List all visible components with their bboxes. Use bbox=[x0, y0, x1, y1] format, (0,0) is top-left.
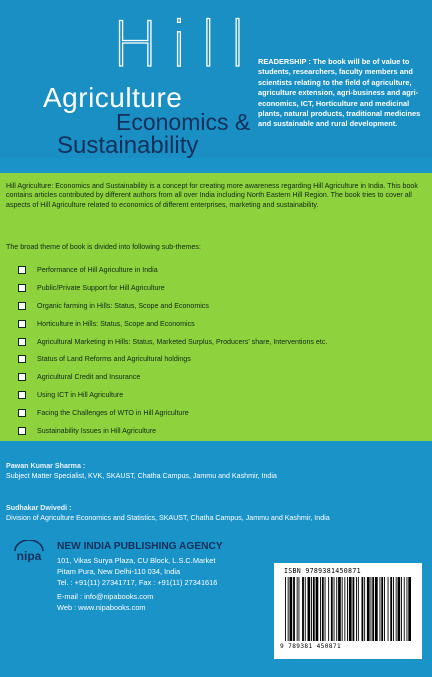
theme-label: Status of Land Reforms and Agricultural holdings bbox=[37, 355, 191, 364]
author-affiliation: Division of Agriculture Economics and Statistics, SKAUST, Chatha Campus, Jammu and Kashmir, India bbox=[6, 513, 330, 522]
author-1 bbox=[6, 462, 277, 482]
theme-item bbox=[18, 368, 327, 386]
theme-label: Agricultural Credit and Insurance bbox=[37, 373, 141, 382]
checkbox-icon bbox=[18, 373, 26, 381]
theme-label: Facing the Challenges of WTO in Hill Agriculture bbox=[37, 409, 189, 418]
theme-item bbox=[18, 422, 327, 440]
checkbox-icon bbox=[18, 266, 26, 274]
theme-label: Sustainability Issues in Hill Agriculture bbox=[37, 426, 157, 435]
theme-label: Horticulture in Hills: Status, Scope and Economics bbox=[37, 319, 195, 328]
readership-text: The book will be of value to students, researchers, faculty members and scientists relating to the field of agriculture, agriculture extension, agri-business and agri-economics, ICT, Horticulture and medicinal plants, natural products, traditional medicines and sustainable and rural development. bbox=[258, 57, 421, 129]
publisher-email: E-mail : info@nipabooks.com bbox=[57, 592, 154, 601]
checkbox-icon bbox=[18, 338, 26, 346]
barcode-digits: 9 789381 450871 bbox=[280, 643, 342, 650]
author-name: Sudhakar Dwivedi : bbox=[6, 504, 72, 512]
isbn-text: ISBN 9789381450871 bbox=[284, 567, 361, 575]
theme-item bbox=[18, 333, 327, 351]
theme-item bbox=[18, 297, 327, 315]
theme-item bbox=[18, 350, 327, 368]
nipa-logo bbox=[12, 540, 46, 562]
publisher-address-2: Pitam Pura, New Delhi-110 034, India bbox=[57, 567, 181, 576]
title-sustainability: Sustainability bbox=[57, 132, 199, 159]
publisher-phone: Tel. : +91(11) 27341717, Fax : +91(11) 27341616 bbox=[57, 578, 218, 587]
checkbox-icon bbox=[18, 409, 26, 417]
theme-label: Agricultural Marketing in Hills: Status, Marketed Surplus, Producers' share, Interventions etc. bbox=[37, 337, 328, 346]
checkbox-icon bbox=[18, 355, 26, 363]
theme-label: Performance of Hill Agriculture in India bbox=[37, 265, 158, 274]
publisher-address-1: 101, Vikas Surya Plaza, CU Block, L.S.C.Market bbox=[57, 556, 216, 565]
theme-item bbox=[18, 279, 327, 297]
theme-item bbox=[18, 315, 327, 333]
checkbox-icon bbox=[18, 427, 26, 435]
barcode-box bbox=[274, 563, 422, 659]
checkbox-icon bbox=[18, 284, 26, 292]
themes-list bbox=[18, 261, 327, 440]
barcode-bars bbox=[284, 577, 412, 641]
publisher-name: NEW INDIA PUBLISHING AGENCY bbox=[57, 541, 223, 552]
title-economics: Economics & bbox=[116, 109, 251, 135]
author-2 bbox=[6, 504, 330, 524]
book-intro: Hill Agriculture: Economics and Sustainability is a concept for creating more awareness regarding Hill Agriculture in India. This book contains articles contributed by different authors from all over India including North Eastern Hill Region. The book tries to cover all aspects of Hill Agriculture related to economics of different enterprises, marketing and sustainability. bbox=[6, 182, 418, 209]
author-affiliation: Subject Matter Specialist, KVK, SKAUST, Chatha Campus, Jammu and Kashmir, India bbox=[6, 471, 277, 480]
checkbox-icon bbox=[18, 302, 26, 310]
theme-label: Using ICT in Hill Agriculture bbox=[37, 391, 124, 400]
readership-block bbox=[258, 57, 426, 130]
readership-label: READERSHIP : bbox=[258, 57, 311, 66]
theme-item bbox=[18, 404, 327, 422]
theme-item bbox=[18, 261, 327, 279]
themes-intro: The broad theme of book is divided into following sub-themes: bbox=[6, 243, 201, 251]
logo-text: nipa bbox=[16, 549, 42, 562]
title-hill: Hill bbox=[112, 8, 259, 81]
checkbox-icon bbox=[18, 320, 26, 328]
green-panel bbox=[0, 173, 432, 441]
theme-label: Public/Private Support for Hill Agriculture bbox=[37, 283, 165, 292]
theme-label: Organic farming in Hills: Status, Scope and Economics bbox=[37, 301, 209, 310]
theme-item bbox=[18, 386, 327, 404]
checkbox-icon bbox=[18, 391, 26, 399]
publisher-web: Web : www.nipabooks.com bbox=[57, 603, 146, 612]
author-name: Pawan Kumar Sharma : bbox=[6, 462, 86, 470]
title-agriculture: Agriculture bbox=[43, 82, 183, 113]
